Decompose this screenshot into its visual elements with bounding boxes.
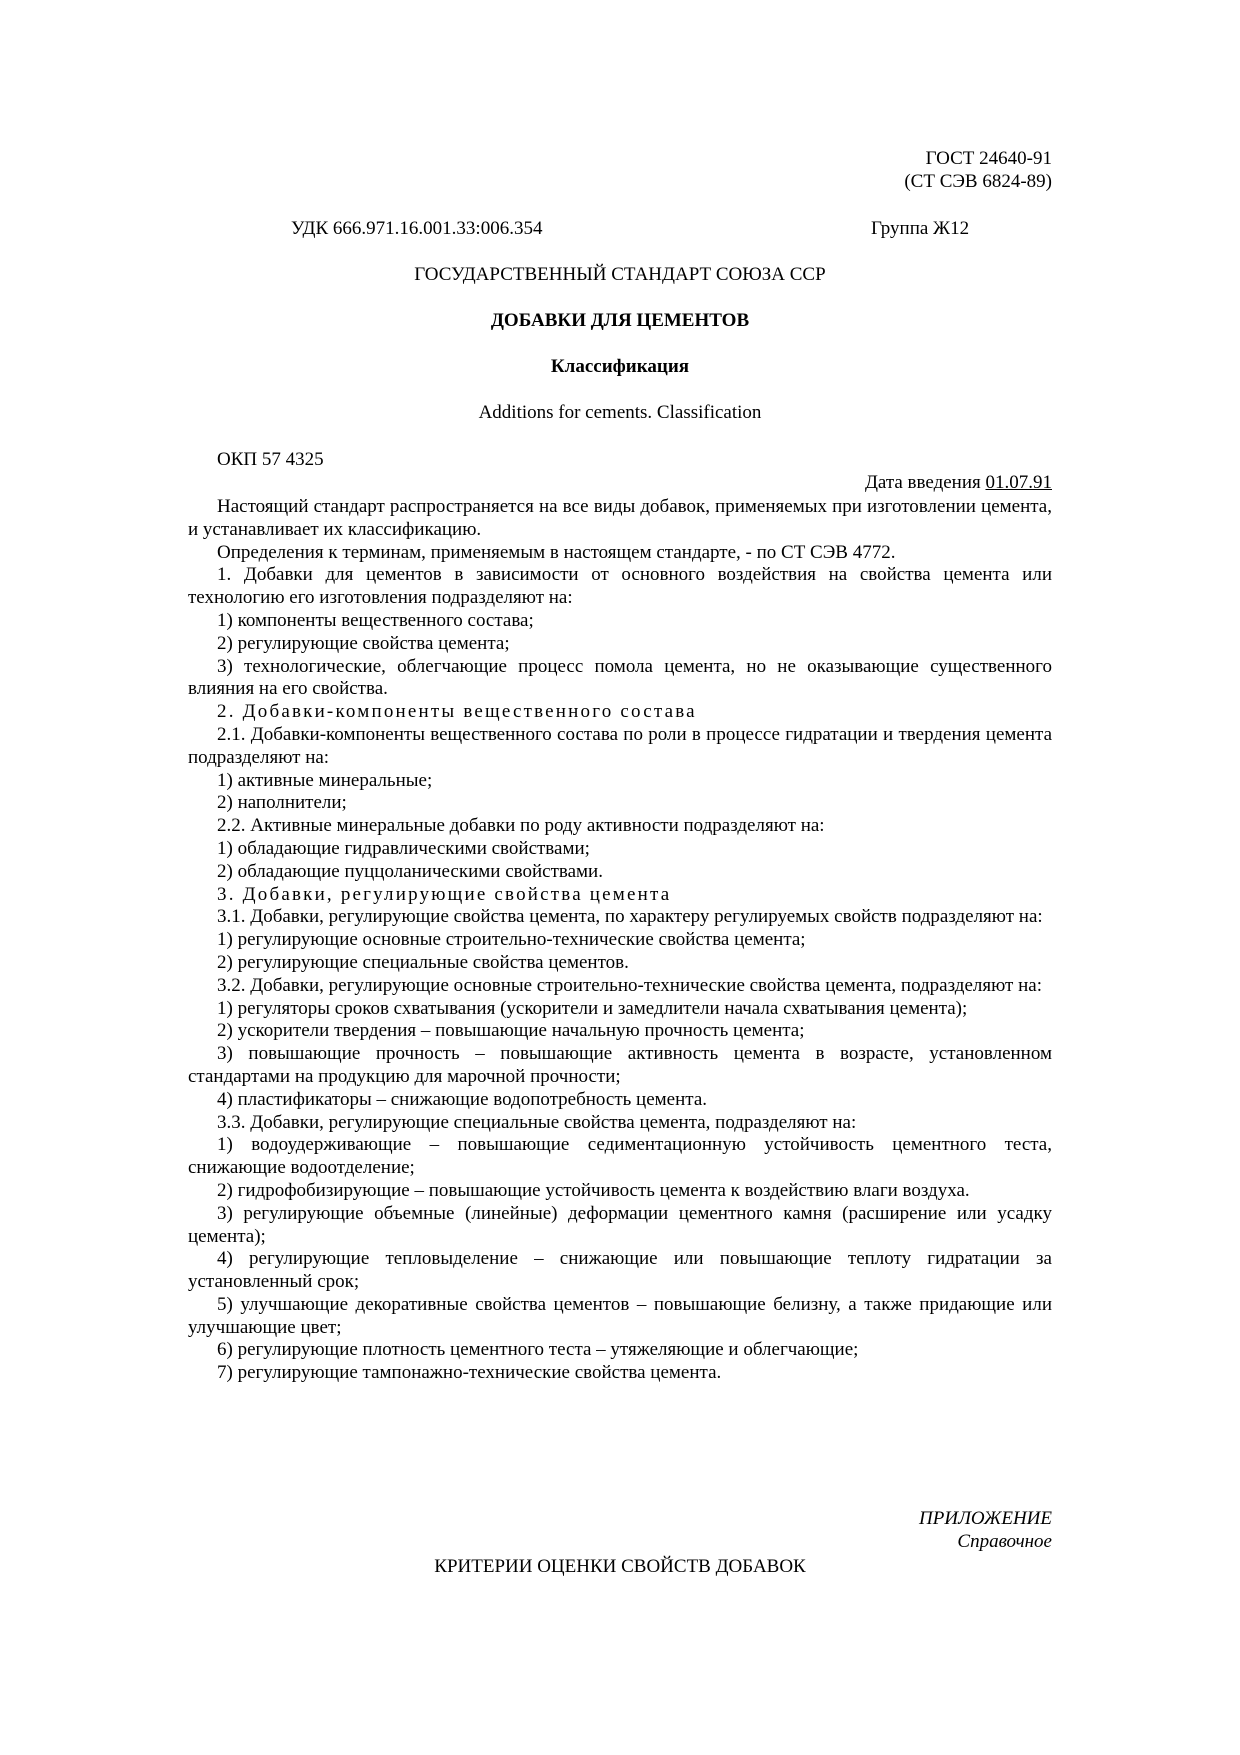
paragraph: 3.3. Добавки, регулирующие специальные свойства цемента, подразделяют на: [217,1111,857,1133]
list-item: 1) компоненты вещественного состава; [217,609,534,631]
list-item: 2) ускорители твердения – повышающие начальную прочность цемента; [217,1020,805,1042]
list-item: 7) регулирующие тампонажно-технические свойства цемента. [217,1362,722,1384]
list-item: 6) регулирующие плотность цементного теста – утяжеляющие и облегчающие; [217,1339,859,1361]
paragraph: 2.1. Добавки-компоненты вещественного состава по роли в процессе гидратации и твердения цемента подразделяют на: [188,723,1052,768]
okp-code: ОКП 57 4325 [217,449,324,470]
section-heading: 3. Добавки, регулирующие свойства цемента [217,883,672,905]
document-subtitle: Классификация [550,356,690,377]
english-title: Additions for cements. Classification [478,402,762,423]
udk-code: УДК 666.971.16.001.33:006.354 [291,218,543,239]
list-item: 2) регулирующие свойства цемента; [217,632,510,654]
list-item: 1) активные минеральные; [217,769,433,791]
appendix-label: ПРИЛОЖЕНИЕ [919,1508,1052,1529]
section-heading: 2. Добавки-компоненты вещественного состава [217,701,697,723]
list-item: 3) регулирующие объемные (линейные) деформации цементного камня (расширение или усадку цемента); [188,1202,1052,1247]
document-title: ДОБАВКИ ДЛЯ ЦЕМЕНТОВ [490,310,750,331]
gost-number: ГОСТ 24640-91 [925,148,1052,169]
group-code: Группа Ж12 [871,218,970,239]
list-item: 2) гидрофобизирующие – повышающие устойчивость цемента к воздействию влаги воздуха. [217,1179,970,1201]
list-item: 2) обладающие пуццоланическими свойствами. [217,860,603,882]
date-label: Дата введения [864,472,981,493]
st-sev-number: (СТ СЭВ 6824-89) [904,171,1052,192]
document-body [188,496,1052,1385]
list-item: 2) наполнители; [217,792,347,814]
list-item: 2) регулирующие специальные свойства цементов. [217,951,629,973]
list-item: 3) технологические, облегчающие процесс помола цемента, но не оказывающие существенного влияния на его свойства. [188,655,1052,700]
appendix-title: КРИТЕРИИ ОЦЕНКИ СВОЙСТВ ДОБАВОК [434,1556,806,1577]
introduction-date [865,472,1052,494]
list-item: 5) улучшающие декоративные свойства цементов – повышающие белизну, а также придающие или улучшающие цвет; [188,1293,1052,1338]
list-item: 1) водоудерживающие – повышающие седиментационную устойчивость цементного теста, снижающие водоотделение; [188,1134,1052,1179]
list-item: 1) обладающие гидравлическими свойствами; [217,837,590,859]
list-item: 4) регулирующие тепловыделение – снижающие или повышающие теплоту гидратации за установленный срок; [188,1248,1052,1293]
paragraph: Настоящий стандарт распространяется на все виды добавок, применяемых при изготовлении цемента, и устанавливает их классификацию. [188,496,1052,540]
list-item: 1) регуляторы сроков схватывания (ускорители и замедлители начала схватывания цемента); [217,997,968,1019]
list-item: 4) пластификаторы – снижающие водопотребность цемента. [217,1088,708,1110]
paragraph: 3.1. Добавки, регулирующие свойства цемента, по характеру регулируемых свойств подразделяют на: [217,906,1043,928]
paragraph: Определения к терминам, применяемым в настоящем стандарте, - по СТ СЭВ 4772. [217,541,896,563]
list-item: 3) повышающие прочность – повышающие активность цемента в возрасте, установленном стандартами на продукцию для марочной прочности; [188,1043,1052,1087]
paragraph: 2.2. Активные минеральные добавки по роду активности подразделяют на: [217,815,825,837]
appendix-type: Справочное [957,1531,1052,1552]
state-standard-heading: ГОСУДАРСТВЕННЫЙ СТАНДАРТ СОЮЗА ССР [414,264,826,285]
paragraph: 1. Добавки для цементов в зависимости от основного воздействия на свойства цемента или технологию его изготовления подразделяют на: [188,564,1052,609]
date-value: 01.07.91 [985,472,1052,493]
paragraph: 3.2. Добавки, регулирующие основные строительно-технические свойства цемента, подразделяют на: [217,974,1042,996]
list-item: 1) регулирующие основные строительно-технические свойства цемента; [217,929,806,951]
